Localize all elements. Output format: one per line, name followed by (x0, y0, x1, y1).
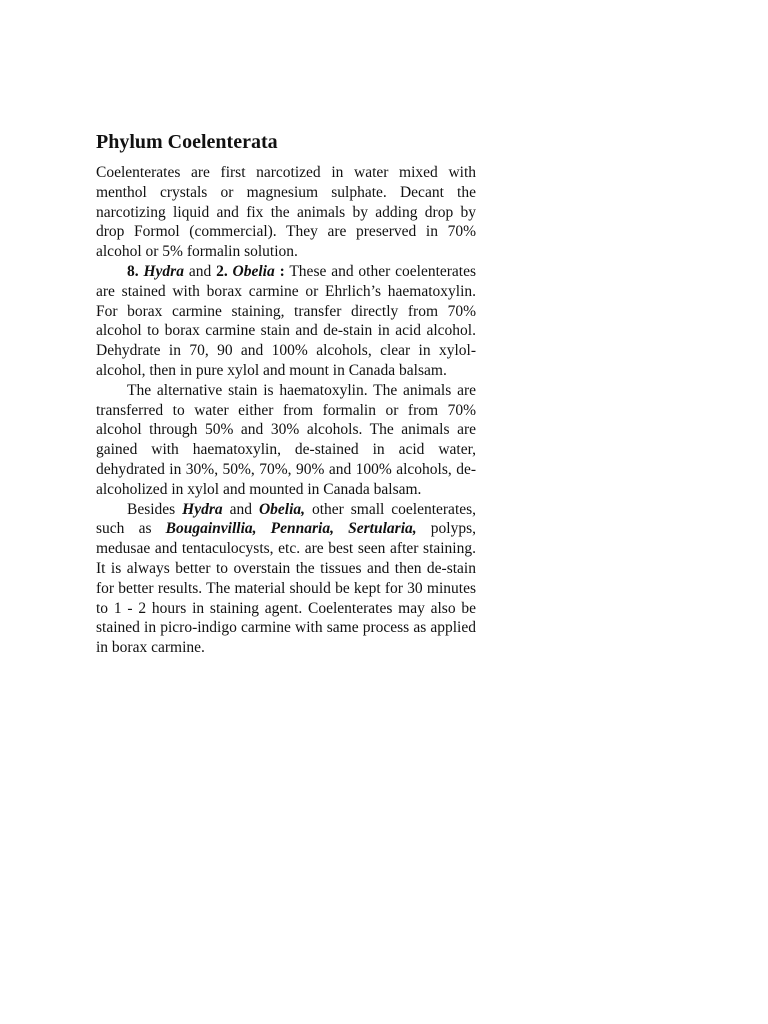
lead-word: Besides (127, 500, 176, 518)
paragraph-narcotization: Coelenterates are first narcotized in water mixed with menthol crystals or magnesium sulphate. Decant the narcotizing liquid and fix the animals by adding drop by drop Formol (commercial). They are preserved in 70% alcohol or 5% formalin solution. (96, 164, 476, 261)
paragraph-staining-borax (96, 262, 476, 381)
specimen-number-1: 8. (127, 262, 139, 280)
paragraph-middle: other small coelenterates, such as (96, 500, 477, 538)
section-heading: Phylum Coelenterata (96, 131, 278, 153)
paragraph-alternative-stain: The alternative stain is haematoxylin. The animals are transferred to water either from formalin or from 70% alcohol through 50% and 30% alcohols. The animals are gained with haematoxylin, de-stained in acid water, dehydrated in 30%, 50%, 70%, 90% and 100% alcohols, de-alcoholized in xylol and mounted in Canada balsam. (96, 381, 476, 498)
taxon-obelia: Obelia, (258, 500, 305, 518)
paragraph-body: These and other coelenterates are stained with borax carmine or Ehrlich’s haematoxylin. For borax carmine staining, transfer directly from 70% alcohol to borax carmine stain and de-stain in acid alcohol. Dehydrate in 70, 90 and 100% alcohols, clear in xylol-alcohol, then in pure xylol and mount in Canada balsam. (96, 262, 477, 379)
taxon-hydra: Hydra (182, 500, 223, 518)
taxon-bougainvillia: Bougainvillia, (165, 520, 257, 538)
document-page (96, 128, 476, 658)
taxon-obelia: Obelia (232, 262, 275, 280)
taxon-sertularia: Sertularia, (348, 520, 417, 538)
specimen-number-2: 2. (216, 262, 228, 280)
conjunction: and (188, 262, 212, 280)
paragraph-body: polyps, medusae and tentaculocysts, etc. are best seen after staining. It is always better to overstain the tissues and then de-stain for better results. The material should be kept for 30 minutes to 1 - 2 hours in staining agent. Coelenterates may also be stained in picro-indigo carmine with same process as applied in borax carmine. (96, 520, 476, 657)
conjunction: and (229, 500, 252, 518)
taxon-hydra: Hydra (143, 262, 184, 280)
paragraph-small-coelenterates (96, 500, 476, 658)
taxon-pennaria: Pennaria, (270, 520, 334, 538)
colon: : (279, 262, 285, 280)
